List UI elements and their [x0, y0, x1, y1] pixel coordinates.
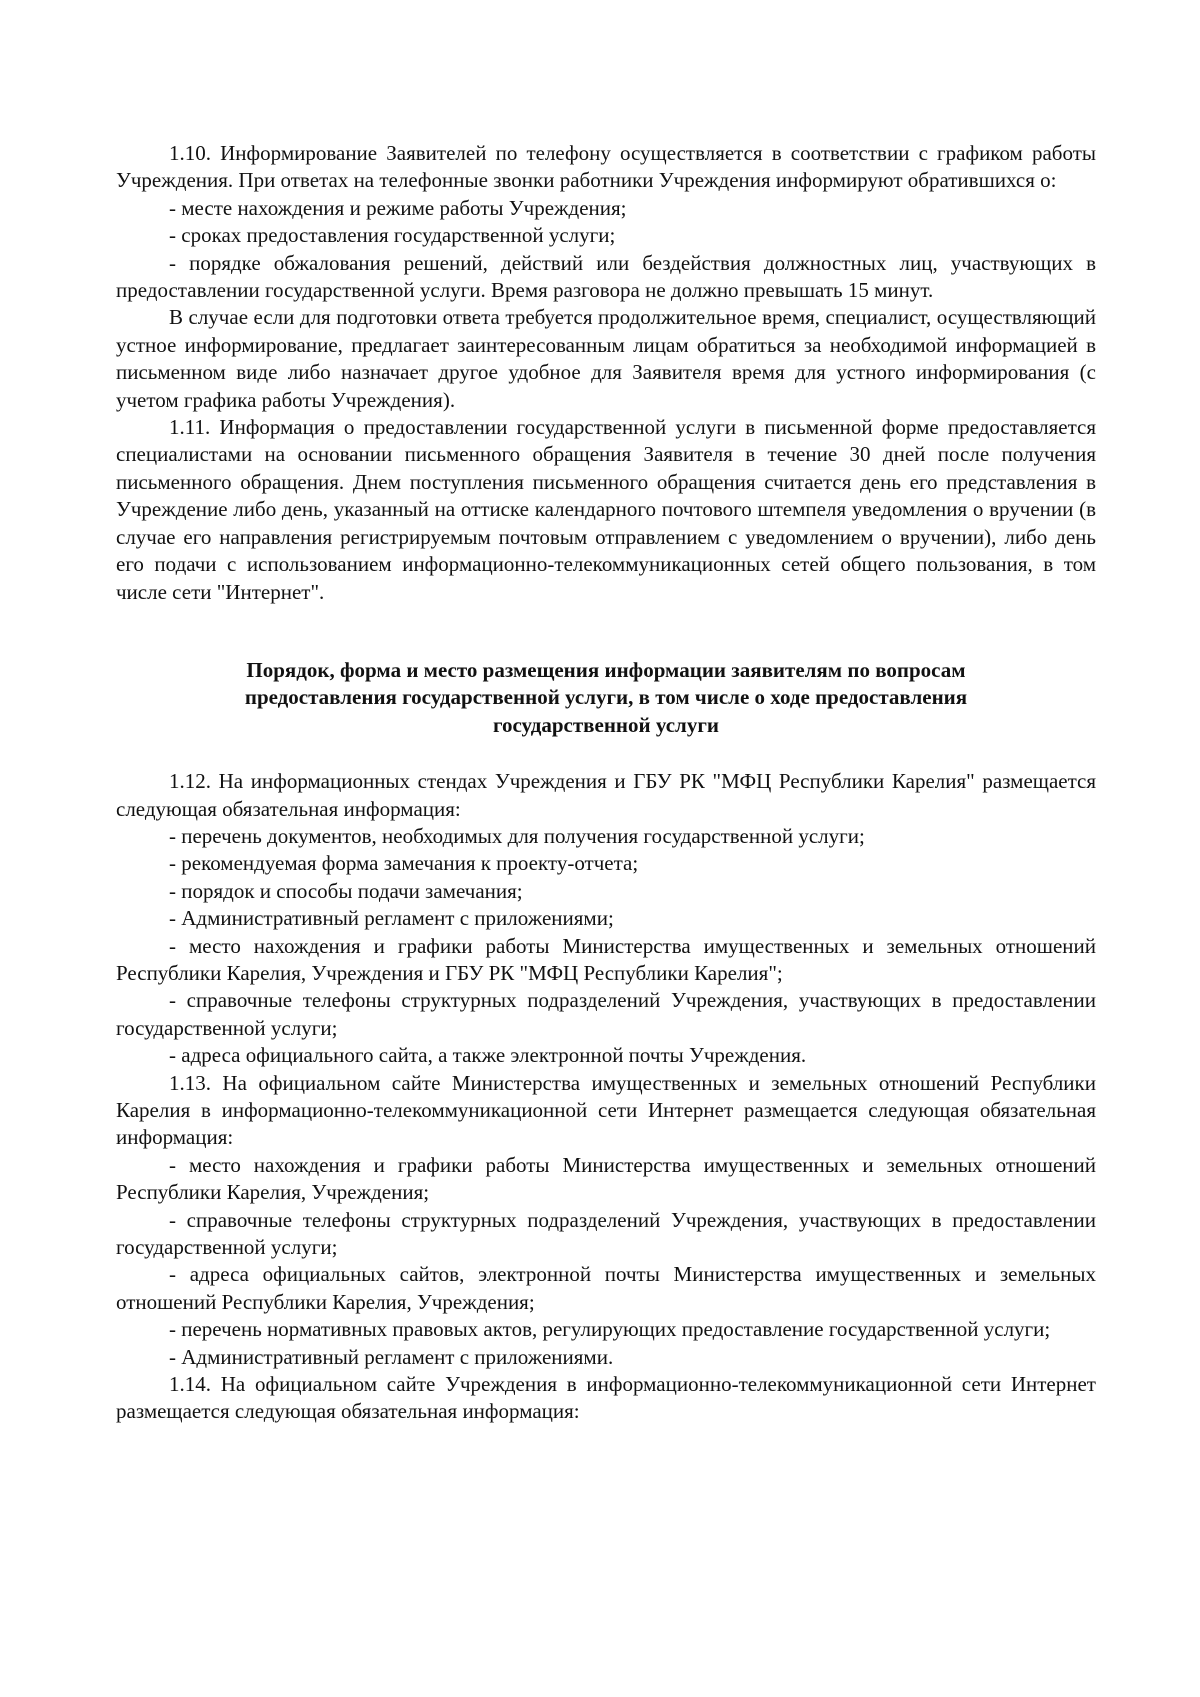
heading-line: предоставления государственной услуги, в том числе о ходе предоставления — [244, 685, 968, 710]
spacer — [116, 739, 1096, 768]
paragraph-long-preparation: В случае если для подготовки ответа требуется продолжительное время, специалист, осуществляющий устное информирование, предлагает заинтересованным лицам обратиться за необходимой информацией в письменном виде либо назначает другое удобное для Заявителя время для устного информирования (с учетом графика работы Учреждения). — [116, 305, 1096, 412]
section-heading — [116, 657, 1096, 739]
list-item: - сроках предоставления государственной услуги; — [169, 223, 616, 248]
list-item: - перечень документов, необходимых для получения государственной услуги; — [169, 823, 865, 848]
list-item: - место нахождения и графики работы Министерства имущественных и земельных отношений Республики Карелия, Учреждения и ГБУ РК "МФЦ Республики Карелия"; — [116, 933, 1096, 985]
paragraph-1-13: 1.13. На официальном сайте Министерства имущественных и земельных отношений Республики Карелия в информационно-телекоммуникационной сети Интернет размещается следующая обязательная информация: — [116, 1070, 1096, 1150]
paragraph-1-10: 1.10. Информирование Заявителей по телефону осуществляется в соответствии с графиком работы Учреждения. При ответах на телефонные звонки работники Учреждения информируют обратившихся о: — [116, 141, 1096, 193]
list-item: - порядке обжалования решений, действий или бездействия должностных лиц, участвующих в предоставлении государственной услуги. Время разговора не должно превышать 15 минут. — [116, 250, 1096, 303]
list-item: - справочные телефоны структурных подразделений Учреждения, участвующих в предоставлении государственной услуги; — [116, 1207, 1096, 1260]
paragraph-1-11: 1.11. Информация о предоставлении государственной услуги в письменной форме предоставляется специалистами на основании письменного обращения Заявителя в течение 30 дней после получения письменного обращения. Днем поступления письменного обращения считается день его представления в Учреждение либо день, указанный на оттиске календарного почтового штемпеля уведомления о вручении (в случае его направления регистрируемым почтовым отправлением с уведомлением о вручении), либо день его подачи с использованием информационно-телекоммуникационных сетей общего пользования, в том числе сети "Интернет". — [116, 415, 1096, 604]
list-item: - адреса официального сайта, а также электронной почты Учреждения. — [169, 1043, 807, 1068]
list-item: - место нахождения и графики работы Министерства имущественных и земельных отношений Республики Карелия, Учреждения; — [116, 1152, 1096, 1205]
list-item: - месте нахождения и режиме работы Учреждения; — [169, 195, 627, 220]
document-page — [116, 140, 1096, 1426]
list-item: - порядок и способы подачи замечания; — [169, 878, 523, 903]
list-item: - Административный регламент с приложениями; — [169, 906, 614, 931]
list-item: - адреса официальных сайтов, электронной почты Министерства имущественных и земельных отношений Республики Карелия, Учреждения; — [116, 1262, 1096, 1314]
list-item: - Административный регламент с приложениями. — [169, 1344, 614, 1369]
paragraph-1-12: 1.12. На информационных стендах Учреждения и ГБУ РК "МФЦ Республики Карелия" размещается следующая обязательная информация: — [116, 769, 1096, 821]
heading-line: Порядок, форма и место размещения информации заявителям по вопросам — [246, 657, 966, 682]
list-item: - перечень нормативных правовых актов, регулирующих предоставление государственной услуги; — [169, 1317, 1051, 1342]
paragraph-1-14: 1.14. На официальном сайте Учреждения в информационно-телекоммуникационной сети Интернет размещается следующая обязательная информация: — [116, 1372, 1096, 1424]
heading-line: государственной услуги — [493, 712, 719, 737]
list-item: - справочные телефоны структурных подразделений Учреждения, участвующих в предоставлении государственной услуги; — [116, 988, 1096, 1040]
list-item: - рекомендуемая форма замечания к проекту-отчета; — [169, 851, 639, 876]
